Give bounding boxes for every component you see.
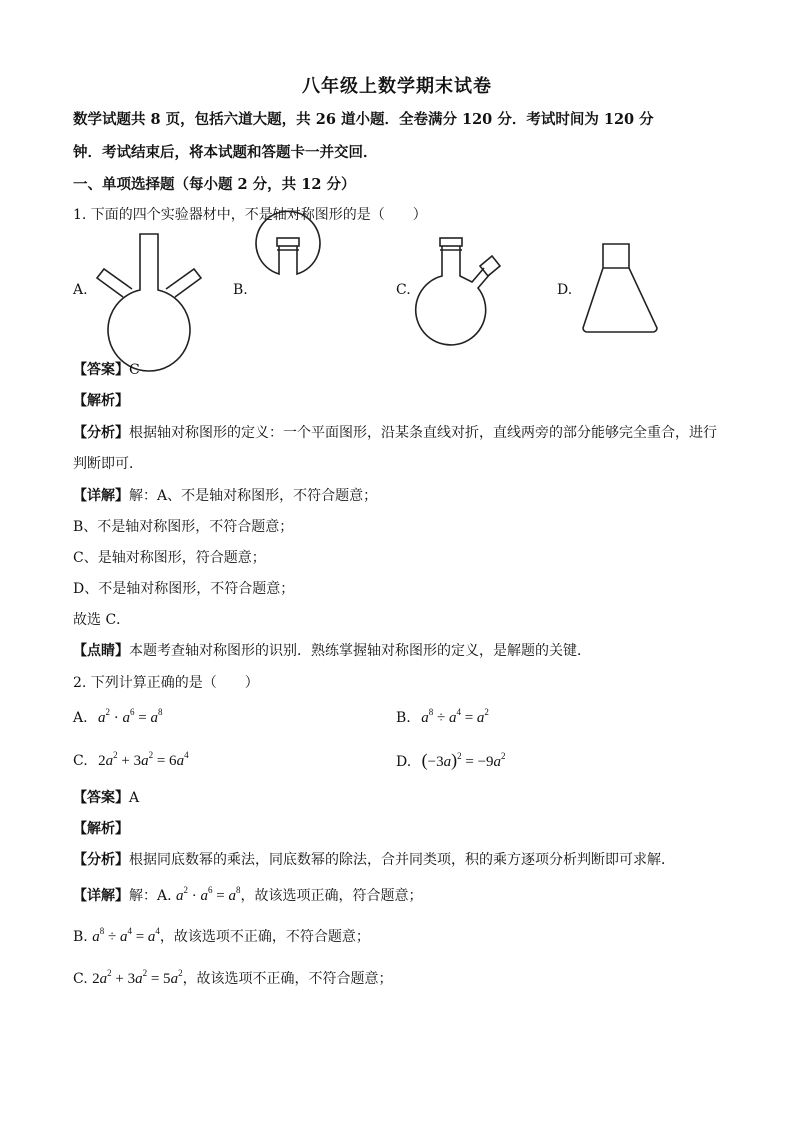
q1-detail-line-d: D、不是轴对称图形，不符合题意； [73, 581, 295, 597]
q2-option-a-formula: $a^2 \cdot a^6 = a^8$ [98, 707, 163, 726]
three-neck-flask-icon [92, 232, 212, 344]
detail-c-prefix: C. [73, 971, 93, 987]
q2-analysis [73, 849, 675, 869]
q1-comment [73, 640, 591, 660]
q1-option-a-label: A. [73, 282, 88, 298]
q2-option-b-label: B. [396, 710, 411, 726]
q2-option-d-label: D. [396, 754, 412, 770]
q2-detail-b [73, 926, 370, 946]
answer-tag: 【答案】 [73, 362, 129, 378]
q1-detail-line-b: B、不是轴对称图形，不符合题意； [73, 519, 294, 535]
q1-answer [73, 359, 140, 379]
detail-c-suffix: ，故该选项不正确，不符合题意； [182, 971, 393, 987]
dianjing-tag: 【点睛】 [73, 643, 129, 659]
detail-b-prefix: B. [73, 929, 93, 945]
fenxi-text: 根据同底数幂的乘法，同底数幂的除法，合并同类项，积的乘方逐项分析判断即可求解． [129, 852, 675, 868]
answer-value: A [129, 790, 140, 806]
q2-option-c [73, 750, 189, 770]
q2-option-c-label: C. [73, 753, 88, 769]
q1-option-c-label: C. [396, 282, 411, 298]
erlenmeyer-flask-icon [581, 242, 659, 336]
fenxi-text: 根据轴对称图形的定义：一个平面图形，沿某条直线对折，直线两旁的部分能够完全重合，进行 [129, 425, 717, 441]
xiangjie-prefix: 解：A. [129, 888, 177, 904]
question-2-stem: 2. 下列计算正确的是（ ） [73, 675, 259, 691]
q2-option-b-formula: $a^8 \div a^4 = a^2$ [421, 707, 489, 726]
q2-answer [73, 787, 139, 807]
page-title: 八年级上数学期末试卷 [302, 76, 492, 97]
side-arm-flask-icon [420, 236, 510, 344]
q1-analysis-line-2: 判断即可． [73, 456, 143, 472]
intro-line-1: 数学试题共 8 页，包括六道大题，共 26 道小题．全卷满分 120 分．考试时间为 120 分 [73, 111, 654, 128]
q2-detail-a-formula: $a^2 \cdot a^6 = a^8$ [176, 885, 241, 904]
q1-option-b-label: B. [233, 282, 248, 298]
q1-jiexi-tag: 【解析】 [73, 393, 129, 409]
intro-line-2: 钟．考试结束后，将本试题和答题卡一并交回． [73, 144, 378, 161]
section-heading: 一、单项选择题（每小题 2 分，共 12 分） [73, 176, 356, 193]
round-bottom-flask-icon [255, 236, 325, 340]
q2-option-d [396, 750, 506, 771]
fenxi-tag: 【分析】 [73, 852, 129, 868]
xiangjie-text: 解：A、不是轴对称图形，不符合题意； [129, 488, 378, 504]
xiangjie-tag: 【详解】 [73, 888, 129, 904]
detail-b-suffix: ，故该选项不正确，不符合题意； [159, 929, 370, 945]
fenxi-tag: 【分析】 [73, 425, 129, 441]
q1-detail-line-c: C、是轴对称图形，符合题意； [73, 550, 266, 566]
q2-option-b [396, 707, 489, 727]
q1-option-d-label: D. [557, 282, 573, 298]
q2-option-a [73, 707, 162, 727]
xiangjie-suffix: ，故该选项正确，符合题意； [240, 888, 423, 904]
q1-detail [73, 485, 377, 505]
q2-detail-a [73, 885, 422, 905]
q2-option-c-formula: $2a^2 + 3a^2 = 6a^4$ [98, 750, 189, 769]
xiangjie-tag: 【详解】 [73, 488, 129, 504]
answer-value: C [129, 362, 140, 378]
q2-detail-c-formula: $2a^2 + 3a^2 = 5a^2$ [92, 968, 183, 987]
q2-option-a-label: A. [73, 710, 88, 726]
answer-tag: 【答案】 [73, 790, 129, 806]
q1-analysis [73, 422, 717, 442]
q2-detail-b-formula: $a^8 \div a^4 = a^4$ [92, 926, 160, 945]
dianjing-text: 本题考查轴对称图形的识别．熟练掌握轴对称图形的定义，是解题的关键． [129, 643, 591, 659]
q2-option-d-formula: $(-3a)^2 = -9a^2$ [421, 750, 506, 770]
q1-conclusion: 故选 C． [73, 612, 131, 628]
q2-jiexi-tag: 【解析】 [73, 821, 129, 837]
q2-detail-c [73, 968, 393, 988]
question-1-stem: 1. 下面的四个实验器材中，不是轴对称图形的是（ ） [73, 207, 427, 223]
